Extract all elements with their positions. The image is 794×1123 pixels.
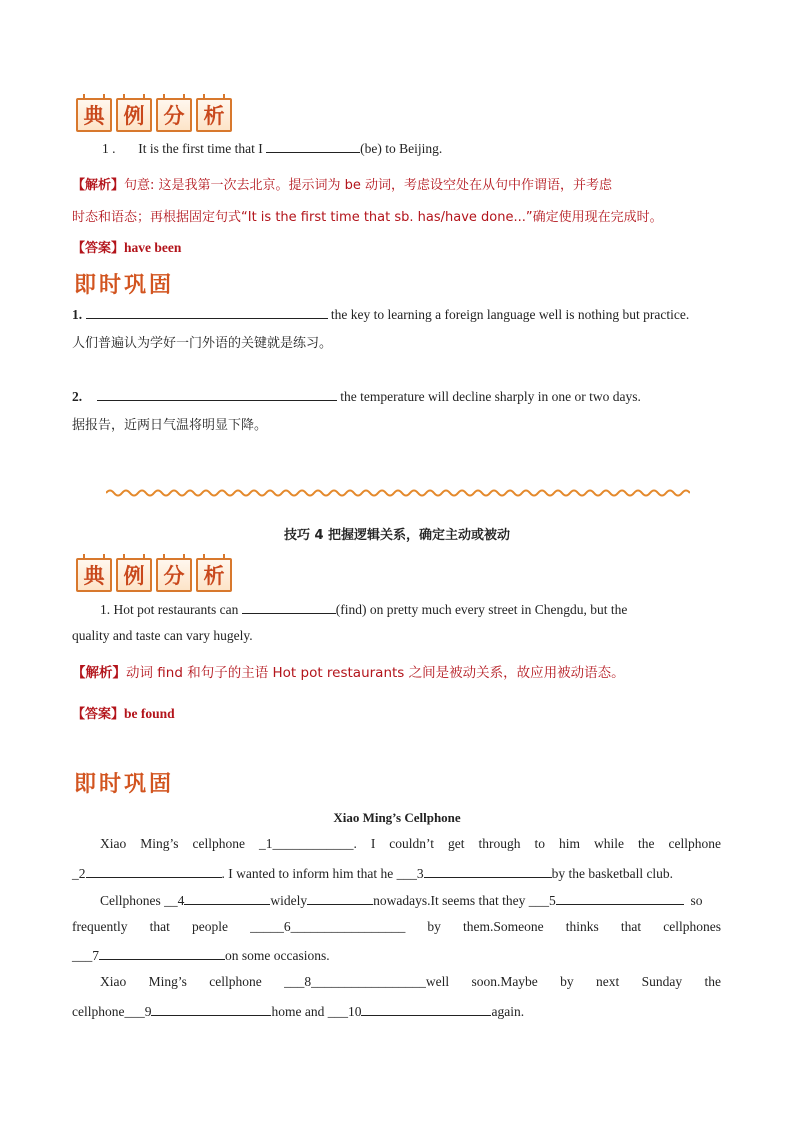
passage-text: widely <box>270 893 308 908</box>
word: cellphone <box>209 974 262 989</box>
word: by <box>560 974 574 989</box>
blank-7[interactable] <box>99 946 225 960</box>
word: cellphones <box>663 919 721 934</box>
blank-2-label: _2 <box>72 866 86 881</box>
answer-text: be found <box>124 706 175 721</box>
item-text: the key to learning a foreign language well is nothing but practice. <box>330 307 690 322</box>
blank-2[interactable] <box>86 864 222 878</box>
passage-text: on some occasions. <box>225 948 330 963</box>
blank-5[interactable] <box>556 891 684 905</box>
badge-char: 例 <box>116 558 152 592</box>
blank-3[interactable] <box>424 864 552 878</box>
word: Xiao <box>100 974 127 989</box>
practice-item-1 <box>72 305 689 323</box>
passage-line-4 <box>72 919 721 935</box>
answer-text: have been <box>124 240 182 255</box>
question-text-before: 1. Hot pot restaurants can <box>100 602 239 617</box>
answer-blank[interactable] <box>97 387 337 401</box>
word: him <box>559 836 581 851</box>
practice-item-2-translation: 据报告，近两日气温将明显下降。 <box>72 418 268 433</box>
blank-4b[interactable] <box>307 891 373 905</box>
question-number: 1 . <box>102 141 116 156</box>
analysis-line-2 <box>72 206 663 225</box>
word: cellphone <box>668 836 721 851</box>
word: people <box>191 919 228 934</box>
badge-char: 典 <box>76 98 112 132</box>
blank-1[interactable]: _1____________. <box>258 836 357 851</box>
blank-9[interactable] <box>151 1002 271 1016</box>
passage-text: again. <box>491 1004 525 1019</box>
word: soon.Maybe <box>471 974 538 989</box>
example-question-2 <box>100 600 627 618</box>
badge-char: 即 <box>74 273 98 298</box>
word: next <box>596 974 620 989</box>
badge-char: 分 <box>156 98 192 132</box>
example-analysis-badge <box>76 98 232 132</box>
answer-tag: 【答案】 <box>72 707 125 722</box>
badge-char: 析 <box>196 558 232 592</box>
word: frequently <box>72 919 128 934</box>
passage-text: home and ___10 <box>271 1004 362 1019</box>
passage-text: so <box>690 893 703 908</box>
practice-badge <box>74 268 172 299</box>
word: to <box>534 836 546 851</box>
passage-line-7 <box>72 1002 524 1020</box>
word: Ming’s <box>140 836 179 851</box>
answer-line <box>72 703 175 722</box>
question-text-after: (be) to Beijing. <box>360 141 443 156</box>
badge-char: 典 <box>76 558 112 592</box>
word: them.Someone <box>463 919 544 934</box>
answer-line <box>72 237 181 256</box>
analysis-tag: 【解析】 <box>72 178 125 193</box>
badge-char: 即 <box>74 772 98 797</box>
badge-char: 时 <box>99 273 123 298</box>
badge-char: 例 <box>116 98 152 132</box>
analysis-text: 句意: 这是我第一次去北京。提示词为 be 动词，考虑设空处在从句中作谓语，并考虑 <box>124 178 613 193</box>
item-text: the temperature will decline sharply in one or two days. <box>340 389 641 404</box>
word: Xiao <box>100 836 127 851</box>
word: the <box>637 836 655 851</box>
badge-char: 固 <box>149 772 173 797</box>
section-heading: 技巧 4 把握逻辑关系，确定主动或被动 <box>283 528 511 543</box>
word: I <box>370 836 376 851</box>
analysis-line-1 <box>72 174 612 193</box>
practice-item-1-translation: 人们普遍认为学好一门外语的关键就是练习。 <box>72 336 333 351</box>
analysis-text: 动词 find 和句子的主语 Hot pot restaurants 之间是被动关系，故应用被动语态。 <box>126 665 625 681</box>
passage-line-3 <box>100 891 702 909</box>
word: that <box>620 919 642 934</box>
word: that <box>149 919 170 934</box>
word: while <box>594 836 624 851</box>
analysis-line <box>72 661 625 681</box>
passage-title: Xiao Ming’s Cellphone <box>333 810 461 825</box>
word: cellphone <box>192 836 245 851</box>
passage-line-5 <box>72 946 330 964</box>
passage-text: cellphone___9 <box>72 1004 152 1019</box>
badge-char: 巩 <box>124 772 148 797</box>
word: through <box>478 836 521 851</box>
word: get <box>448 836 465 851</box>
word: thinks <box>565 919 599 934</box>
question-text-before: It is the first time that I <box>138 141 263 156</box>
passage-line-1 <box>100 836 721 852</box>
badge-char: 时 <box>99 772 123 797</box>
badge-char: 固 <box>149 273 173 298</box>
example-analysis-badge <box>76 558 232 592</box>
word: by <box>427 919 441 934</box>
badge-char: 析 <box>196 98 232 132</box>
passage-text: . I wanted to inform him that he ___3 <box>221 866 424 881</box>
word: the <box>704 974 721 989</box>
badge-char: 巩 <box>124 273 148 298</box>
blank-4[interactable] <box>184 891 270 905</box>
blank-10[interactable] <box>361 1002 491 1016</box>
answer-blank[interactable] <box>242 600 336 614</box>
word: couldn’t <box>389 836 435 851</box>
word: Ming’s <box>148 974 187 989</box>
analysis-tag: 【解析】 <box>72 665 126 681</box>
practice-badge <box>74 767 172 798</box>
passage-text: nowadays.It seems that they ___5 <box>373 893 556 908</box>
example-question-2-cont: quality and taste can vary hugely. <box>72 628 253 643</box>
item-number: 2. <box>72 389 83 404</box>
example-question-1 <box>102 139 442 157</box>
practice-item-2 <box>72 387 641 405</box>
answer-tag: 【答案】 <box>72 241 125 256</box>
blank-7-label: ___7 <box>72 948 99 963</box>
answer-blank[interactable] <box>86 305 328 319</box>
passage-text: Cellphones __4 <box>100 893 185 908</box>
blank-8[interactable]: ___8_________________well <box>284 974 450 989</box>
passage-text: by the basketball club. <box>551 866 674 881</box>
blank-6[interactable]: _____6_________________ <box>250 919 406 934</box>
badge-char: 分 <box>156 558 192 592</box>
answer-blank[interactable] <box>266 139 360 153</box>
word: Sunday <box>641 974 683 989</box>
wave-divider <box>106 488 690 498</box>
item-number: 1. <box>72 307 83 322</box>
question-text-after: (find) on pretty much every street in Chengdu, but the <box>335 602 628 617</box>
passage-line-6 <box>100 974 721 990</box>
analysis-text: 时态和语态；再根据固定句式“It is the first time that sb. has/have done...”确定使用现在完成时。 <box>72 210 663 225</box>
passage-line-2 <box>72 864 673 882</box>
